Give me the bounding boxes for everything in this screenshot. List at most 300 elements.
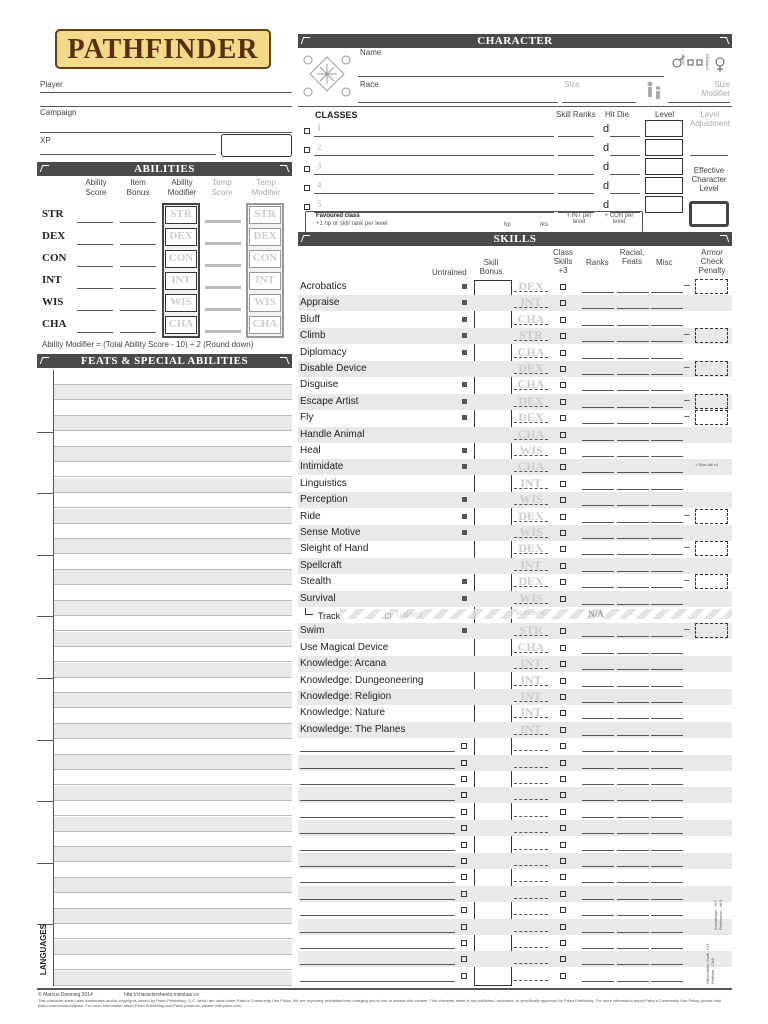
skill-misc-field[interactable] xyxy=(651,686,683,687)
skill-misc-field[interactable] xyxy=(651,571,683,572)
effective-level-box[interactable] xyxy=(689,201,729,227)
ability-score-field[interactable] xyxy=(77,244,113,245)
custom-untrained-checkbox[interactable] xyxy=(461,842,467,848)
feat-line[interactable] xyxy=(54,462,292,477)
skill-ranks-field[interactable] xyxy=(582,948,614,949)
skill-racial-field[interactable] xyxy=(617,718,649,719)
custom-untrained-checkbox[interactable] xyxy=(461,973,467,979)
temp-score-field[interactable] xyxy=(205,220,241,223)
skill-ranks-field[interactable] xyxy=(582,604,614,605)
armor-check-penalty-box[interactable] xyxy=(695,541,728,556)
skill-ranks-field[interactable] xyxy=(582,587,614,588)
class-skill-checkbox[interactable] xyxy=(560,809,566,815)
skill-misc-field[interactable] xyxy=(651,768,683,769)
skill-racial-field[interactable] xyxy=(617,932,649,933)
skill-name: Sleight of Hand xyxy=(300,543,369,555)
skill-ranks-field[interactable] xyxy=(582,751,614,752)
item-bonus-field[interactable] xyxy=(120,222,156,223)
skill-racial-field[interactable] xyxy=(617,390,649,391)
armor-check-penalty-box[interactable] xyxy=(695,279,728,294)
class-level-box[interactable] xyxy=(645,158,683,175)
footer-url[interactable]: http://charactersheets.minotaur.cc xyxy=(124,992,200,998)
skill-misc-field[interactable] xyxy=(651,374,683,375)
skill-ranks-field[interactable] xyxy=(582,964,614,965)
custom-skill-name-field[interactable] xyxy=(300,817,455,818)
class-level-box[interactable] xyxy=(645,139,683,156)
feat-line[interactable] xyxy=(54,586,292,601)
skill-misc-field[interactable] xyxy=(651,522,683,523)
skill-racial-field[interactable] xyxy=(617,850,649,851)
class-skill-checkbox[interactable] xyxy=(560,776,566,782)
custom-skill-name-field[interactable] xyxy=(300,899,455,900)
class-skill-checkbox[interactable] xyxy=(560,924,566,930)
skill-racial-field[interactable] xyxy=(617,768,649,769)
skill-ranks-field[interactable] xyxy=(582,407,614,408)
skill-racial-field[interactable] xyxy=(617,522,649,523)
feat-line[interactable] xyxy=(54,786,292,801)
class-checkbox[interactable] xyxy=(304,204,310,210)
skill-racial-field[interactable] xyxy=(617,571,649,572)
skill-ranks-field[interactable] xyxy=(582,292,614,293)
class-skill-checkbox[interactable] xyxy=(560,842,566,848)
custom-skill-name-field[interactable] xyxy=(300,768,455,769)
skill-misc-field[interactable] xyxy=(651,407,683,408)
class-level-box[interactable] xyxy=(645,196,683,213)
custom-untrained-checkbox[interactable] xyxy=(461,825,467,831)
level-adjustment-field[interactable] xyxy=(690,155,728,156)
skill-racial-field[interactable] xyxy=(617,587,649,588)
skill-racial-field[interactable] xyxy=(617,325,649,326)
skill-ranks-field[interactable] xyxy=(582,308,614,309)
feat-line[interactable] xyxy=(54,555,292,570)
class-skill-checkbox[interactable] xyxy=(560,333,566,339)
feat-line[interactable] xyxy=(54,755,292,770)
skill-racial-field[interactable] xyxy=(617,702,649,703)
custom-untrained-checkbox[interactable] xyxy=(461,924,467,930)
feat-line[interactable] xyxy=(54,370,292,385)
skill-ranks-field[interactable] xyxy=(582,800,614,801)
feat-line[interactable] xyxy=(54,709,292,724)
item-bonus-field[interactable] xyxy=(120,288,156,289)
class-level-box[interactable] xyxy=(645,177,683,194)
skill-ranks-field[interactable] xyxy=(582,686,614,687)
custom-skill-name-field[interactable] xyxy=(300,850,455,851)
feat-line[interactable] xyxy=(54,524,292,539)
skill-ranks-field[interactable] xyxy=(582,472,614,473)
skill-ranks-field[interactable] xyxy=(582,456,614,457)
class-skill-checkbox[interactable] xyxy=(560,382,566,388)
temp-score-field[interactable] xyxy=(205,330,241,333)
skill-misc-field[interactable] xyxy=(651,718,683,719)
skill-misc-field[interactable] xyxy=(651,784,683,785)
custom-untrained-checkbox[interactable] xyxy=(461,858,467,864)
hit-die-field[interactable] xyxy=(610,155,640,156)
skill-misc-field[interactable] xyxy=(651,669,683,670)
xp-field[interactable] xyxy=(40,154,216,155)
feat-line[interactable] xyxy=(54,385,292,400)
class-skill-checkbox[interactable] xyxy=(560,530,566,536)
skill-ranks-field[interactable] xyxy=(582,718,614,719)
size-modifier-field[interactable] xyxy=(668,102,730,103)
class-skill-checkbox[interactable] xyxy=(560,366,566,372)
skill-racial-field[interactable] xyxy=(617,407,649,408)
class-skill-checkbox[interactable] xyxy=(560,432,566,438)
class-skill-checkbox[interactable] xyxy=(560,891,566,897)
custom-untrained-checkbox[interactable] xyxy=(461,940,467,946)
skill-misc-field[interactable] xyxy=(651,800,683,801)
temp-score-field[interactable] xyxy=(205,264,241,267)
feat-line[interactable] xyxy=(54,693,292,708)
skill-misc-field[interactable] xyxy=(651,538,683,539)
skill-racial-field[interactable] xyxy=(617,669,649,670)
skill-racial-field[interactable] xyxy=(617,981,649,982)
class-skill-checkbox[interactable] xyxy=(560,727,566,733)
class-skill-ranks-field[interactable] xyxy=(558,193,594,194)
custom-untrained-checkbox[interactable] xyxy=(461,809,467,815)
skill-misc-field[interactable] xyxy=(651,653,683,654)
feat-line[interactable] xyxy=(54,940,292,955)
custom-untrained-checkbox[interactable] xyxy=(461,891,467,897)
skill-ranks-field[interactable] xyxy=(582,505,614,506)
ability-score-field[interactable] xyxy=(77,332,113,333)
class-skill-checkbox[interactable] xyxy=(560,546,566,552)
skill-misc-field[interactable] xyxy=(651,882,683,883)
skill-racial-field[interactable] xyxy=(617,636,649,637)
size-field[interactable] xyxy=(562,102,636,103)
class-skill-checkbox[interactable] xyxy=(560,743,566,749)
skill-misc-field[interactable] xyxy=(651,964,683,965)
feat-line[interactable] xyxy=(54,601,292,616)
skill-misc-field[interactable] xyxy=(651,833,683,834)
class-skill-checkbox[interactable] xyxy=(560,710,566,716)
armor-check-penalty-box[interactable] xyxy=(695,328,728,343)
skill-misc-field[interactable] xyxy=(651,505,683,506)
skill-racial-field[interactable] xyxy=(617,341,649,342)
skill-misc-field[interactable] xyxy=(651,440,683,441)
class-skill-checkbox[interactable] xyxy=(560,661,566,667)
skill-ranks-field[interactable] xyxy=(582,702,614,703)
feat-line[interactable] xyxy=(54,863,292,878)
skill-misc-field[interactable] xyxy=(651,751,683,752)
custom-skill-name-field[interactable] xyxy=(300,833,455,834)
feat-line[interactable] xyxy=(54,570,292,585)
class-skill-ranks-field[interactable] xyxy=(558,155,594,156)
feat-line[interactable] xyxy=(54,740,292,755)
skill-misc-field[interactable] xyxy=(651,850,683,851)
skill-ranks-field[interactable] xyxy=(582,489,614,490)
skill-racial-field[interactable] xyxy=(617,423,649,424)
skill-ranks-field[interactable] xyxy=(582,833,614,834)
skill-ranks-field[interactable] xyxy=(582,932,614,933)
skill-ability-dash xyxy=(514,750,548,751)
feat-line[interactable] xyxy=(54,416,292,431)
class-skill-checkbox[interactable] xyxy=(560,448,566,454)
custom-skill-name-field[interactable] xyxy=(300,882,455,883)
skill-racial-field[interactable] xyxy=(617,653,649,654)
skill-ranks-field[interactable] xyxy=(582,981,614,982)
custom-untrained-checkbox[interactable] xyxy=(461,776,467,782)
class-name-field[interactable] xyxy=(314,155,554,156)
xp-next-box[interactable] xyxy=(221,134,292,157)
skill-racial-field[interactable] xyxy=(617,554,649,555)
skill-misc-field[interactable] xyxy=(651,899,683,900)
skill-misc-field[interactable] xyxy=(651,866,683,867)
hit-die-field[interactable] xyxy=(610,193,640,194)
skill-racial-field[interactable] xyxy=(617,800,649,801)
skill-racial-field[interactable] xyxy=(617,472,649,473)
skill-misc-field[interactable] xyxy=(651,702,683,703)
class-skill-checkbox[interactable] xyxy=(560,350,566,356)
feat-line[interactable] xyxy=(54,924,292,939)
item-bonus-field[interactable] xyxy=(120,266,156,267)
feat-line[interactable] xyxy=(54,447,292,462)
skill-ranks-field[interactable] xyxy=(582,325,614,326)
feat-line[interactable] xyxy=(54,401,292,416)
feat-line[interactable] xyxy=(54,955,292,970)
skill-ranks-field[interactable] xyxy=(582,784,614,785)
skill-misc-field[interactable] xyxy=(651,735,683,736)
custom-skill-name-field[interactable] xyxy=(300,948,455,949)
skill-racial-field[interactable] xyxy=(617,538,649,539)
feat-line[interactable] xyxy=(54,616,292,631)
skill-racial-field[interactable] xyxy=(617,489,649,490)
ability-score-field[interactable] xyxy=(77,222,113,223)
class-checkbox[interactable] xyxy=(304,128,310,134)
feat-line[interactable] xyxy=(54,878,292,893)
skill-racial-field[interactable] xyxy=(617,784,649,785)
skill-racial-field[interactable] xyxy=(617,899,649,900)
class-skill-checkbox[interactable] xyxy=(560,825,566,831)
class-checkbox[interactable] xyxy=(304,147,310,153)
skill-ranks-field[interactable] xyxy=(582,538,614,539)
armor-check-penalty-box[interactable] xyxy=(695,574,728,589)
class-skill-checkbox[interactable] xyxy=(560,973,566,979)
feat-line[interactable] xyxy=(54,894,292,909)
class-skill-checkbox[interactable] xyxy=(560,956,566,962)
skill-ranks-field[interactable] xyxy=(582,735,614,736)
player-field[interactable] xyxy=(40,92,292,93)
skill-ranks-field[interactable] xyxy=(582,390,614,391)
name-field[interactable] xyxy=(358,76,664,77)
feat-line[interactable] xyxy=(54,539,292,554)
class-skill-checkbox[interactable] xyxy=(560,464,566,470)
class-skill-checkbox[interactable] xyxy=(560,399,566,405)
feat-line[interactable] xyxy=(54,832,292,847)
skill-ranks-field[interactable] xyxy=(582,882,614,883)
class-checkbox[interactable] xyxy=(304,166,310,172)
class-skill-checkbox[interactable] xyxy=(560,317,566,323)
class-name-field[interactable] xyxy=(314,174,554,175)
skill-misc-field[interactable] xyxy=(651,981,683,982)
custom-skill-name-field[interactable] xyxy=(300,784,455,785)
class-skill-checkbox[interactable] xyxy=(560,563,566,569)
class-skill-checkbox[interactable] xyxy=(560,596,566,602)
temp-score-field[interactable] xyxy=(205,242,241,245)
temp-score-field[interactable] xyxy=(205,286,241,289)
skill-misc-field[interactable] xyxy=(651,472,683,473)
class-skill-checkbox[interactable] xyxy=(560,760,566,766)
class-skill-checkbox[interactable] xyxy=(560,678,566,684)
skill-racial-field[interactable] xyxy=(617,735,649,736)
feat-line[interactable] xyxy=(54,678,292,693)
skill-racial-field[interactable] xyxy=(617,604,649,605)
skill-ranks-field[interactable] xyxy=(582,899,614,900)
skill-racial-field[interactable] xyxy=(617,505,649,506)
hit-die-field[interactable] xyxy=(610,136,640,137)
class-skill-checkbox[interactable] xyxy=(560,645,566,651)
class-skill-checkbox[interactable] xyxy=(560,415,566,421)
skill-ranks-field[interactable] xyxy=(582,522,614,523)
class-skill-checkbox[interactable] xyxy=(560,300,566,306)
custom-skill-name-field[interactable] xyxy=(300,964,455,965)
item-bonus-field[interactable] xyxy=(120,244,156,245)
skill-racial-field[interactable] xyxy=(617,866,649,867)
class-skill-ranks-field[interactable] xyxy=(558,136,594,137)
armor-check-penalty-box[interactable] xyxy=(695,410,728,425)
feat-line[interactable] xyxy=(54,632,292,647)
class-skill-checkbox[interactable] xyxy=(560,497,566,503)
custom-skill-name-field[interactable] xyxy=(300,932,455,933)
armor-check-penalty-box[interactable] xyxy=(695,623,728,638)
skill-racial-field[interactable] xyxy=(617,915,649,916)
skill-ranks-field[interactable] xyxy=(582,554,614,555)
class-name-field[interactable] xyxy=(314,193,554,194)
custom-skill-name-field[interactable] xyxy=(300,915,455,916)
skill-racial-field[interactable] xyxy=(617,456,649,457)
feat-line[interactable] xyxy=(54,801,292,816)
skill-misc-field[interactable] xyxy=(651,636,683,637)
skill-ranks-field[interactable] xyxy=(582,571,614,572)
class-skill-checkbox[interactable] xyxy=(560,792,566,798)
skill-racial-field[interactable] xyxy=(617,833,649,834)
ability-score-field[interactable] xyxy=(77,288,113,289)
skill-racial-field[interactable] xyxy=(617,686,649,687)
custom-untrained-checkbox[interactable] xyxy=(461,907,467,913)
custom-skill-name-field[interactable] xyxy=(300,866,455,867)
race-field[interactable] xyxy=(358,102,558,103)
skill-ranks-field[interactable] xyxy=(582,374,614,375)
skill-misc-field[interactable] xyxy=(651,915,683,916)
class-skill-checkbox[interactable] xyxy=(560,940,566,946)
skill-racial-field[interactable] xyxy=(617,440,649,441)
class-skill-checkbox[interactable] xyxy=(560,628,566,634)
skill-misc-field[interactable] xyxy=(651,308,683,309)
class-skill-checkbox[interactable] xyxy=(560,579,566,585)
custom-skill-name-field[interactable] xyxy=(300,981,455,982)
skill-misc-field[interactable] xyxy=(651,587,683,588)
ability-score-field[interactable] xyxy=(77,310,113,311)
custom-skill-name-field[interactable] xyxy=(300,800,455,801)
custom-untrained-checkbox[interactable] xyxy=(461,792,467,798)
skill-ranks-field[interactable] xyxy=(582,669,614,670)
class-skill-checkbox[interactable] xyxy=(560,694,566,700)
skill-misc-field[interactable] xyxy=(651,948,683,949)
feat-line[interactable] xyxy=(54,478,292,493)
skill-misc-field[interactable] xyxy=(651,932,683,933)
custom-untrained-checkbox[interactable] xyxy=(461,743,467,749)
class-skill-checkbox[interactable] xyxy=(560,874,566,880)
feat-line[interactable] xyxy=(54,509,292,524)
hit-die-field[interactable] xyxy=(610,174,640,175)
feat-line[interactable] xyxy=(54,432,292,447)
skill-ranks-field[interactable] xyxy=(582,636,614,637)
skill-racial-field[interactable] xyxy=(617,374,649,375)
armor-check-penalty-box[interactable] xyxy=(695,361,728,376)
armor-check-penalty-box[interactable] xyxy=(695,394,728,409)
skill-misc-field[interactable] xyxy=(651,390,683,391)
feat-line[interactable] xyxy=(54,847,292,862)
feat-line[interactable] xyxy=(54,647,292,662)
feat-line[interactable] xyxy=(54,724,292,739)
skill-misc-field[interactable] xyxy=(651,489,683,490)
skill-ranks-field[interactable] xyxy=(582,915,614,916)
feat-line[interactable] xyxy=(54,909,292,924)
skill-ranks-field[interactable] xyxy=(582,341,614,342)
skill-ranks-field[interactable] xyxy=(582,817,614,818)
feat-line[interactable] xyxy=(54,770,292,785)
skill-racial-field[interactable] xyxy=(617,292,649,293)
skill-misc-field[interactable] xyxy=(651,341,683,342)
class-skill-ranks-field[interactable] xyxy=(558,174,594,175)
class-skill-checkbox[interactable] xyxy=(560,284,566,290)
custom-skill-name-field[interactable] xyxy=(300,751,455,752)
feat-line[interactable] xyxy=(54,971,292,986)
skill-ranks-field[interactable] xyxy=(582,423,614,424)
ability-score-field[interactable] xyxy=(77,266,113,267)
custom-untrained-checkbox[interactable] xyxy=(461,760,467,766)
class-skill-checkbox[interactable] xyxy=(560,481,566,487)
class-level-box[interactable] xyxy=(645,120,683,137)
skill-ranks-field[interactable] xyxy=(582,358,614,359)
skill-racial-field[interactable] xyxy=(617,358,649,359)
skill-misc-field[interactable] xyxy=(651,456,683,457)
class-skill-checkbox[interactable] xyxy=(560,907,566,913)
skill-misc-field[interactable] xyxy=(651,292,683,293)
class-skill-checkbox[interactable] xyxy=(560,514,566,520)
skill-ranks-field[interactable] xyxy=(582,768,614,769)
feat-line[interactable] xyxy=(54,817,292,832)
campaign-field[interactable] xyxy=(40,132,292,133)
armor-check-penalty-box[interactable] xyxy=(695,509,728,524)
skill-misc-field[interactable] xyxy=(651,604,683,605)
skill-racial-field[interactable] xyxy=(617,751,649,752)
skill-misc-field[interactable] xyxy=(651,358,683,359)
skill-ranks-field[interactable] xyxy=(582,653,614,654)
skill-misc-field[interactable] xyxy=(651,817,683,818)
class-skill-checkbox[interactable] xyxy=(560,858,566,864)
skill-racial-field[interactable] xyxy=(617,308,649,309)
skill-racial-field[interactable] xyxy=(617,964,649,965)
skill-misc-field[interactable] xyxy=(651,554,683,555)
skill-ranks-field[interactable] xyxy=(582,866,614,867)
temp-score-field[interactable] xyxy=(205,308,241,311)
custom-untrained-checkbox[interactable] xyxy=(461,874,467,880)
skill-ranks-field[interactable] xyxy=(582,850,614,851)
class-name-field[interactable] xyxy=(314,136,554,137)
skill-ranks-field[interactable] xyxy=(582,440,614,441)
skill-racial-field[interactable] xyxy=(617,817,649,818)
item-bonus-field[interactable] xyxy=(120,332,156,333)
feat-line[interactable] xyxy=(54,493,292,508)
skill-racial-field[interactable] xyxy=(617,882,649,883)
skill-misc-field[interactable] xyxy=(651,325,683,326)
item-bonus-field[interactable] xyxy=(120,310,156,311)
skill-misc-field[interactable] xyxy=(651,423,683,424)
class-checkbox[interactable] xyxy=(304,185,310,191)
skill-racial-field[interactable] xyxy=(617,948,649,949)
custom-untrained-checkbox[interactable] xyxy=(461,956,467,962)
feat-line[interactable] xyxy=(54,663,292,678)
